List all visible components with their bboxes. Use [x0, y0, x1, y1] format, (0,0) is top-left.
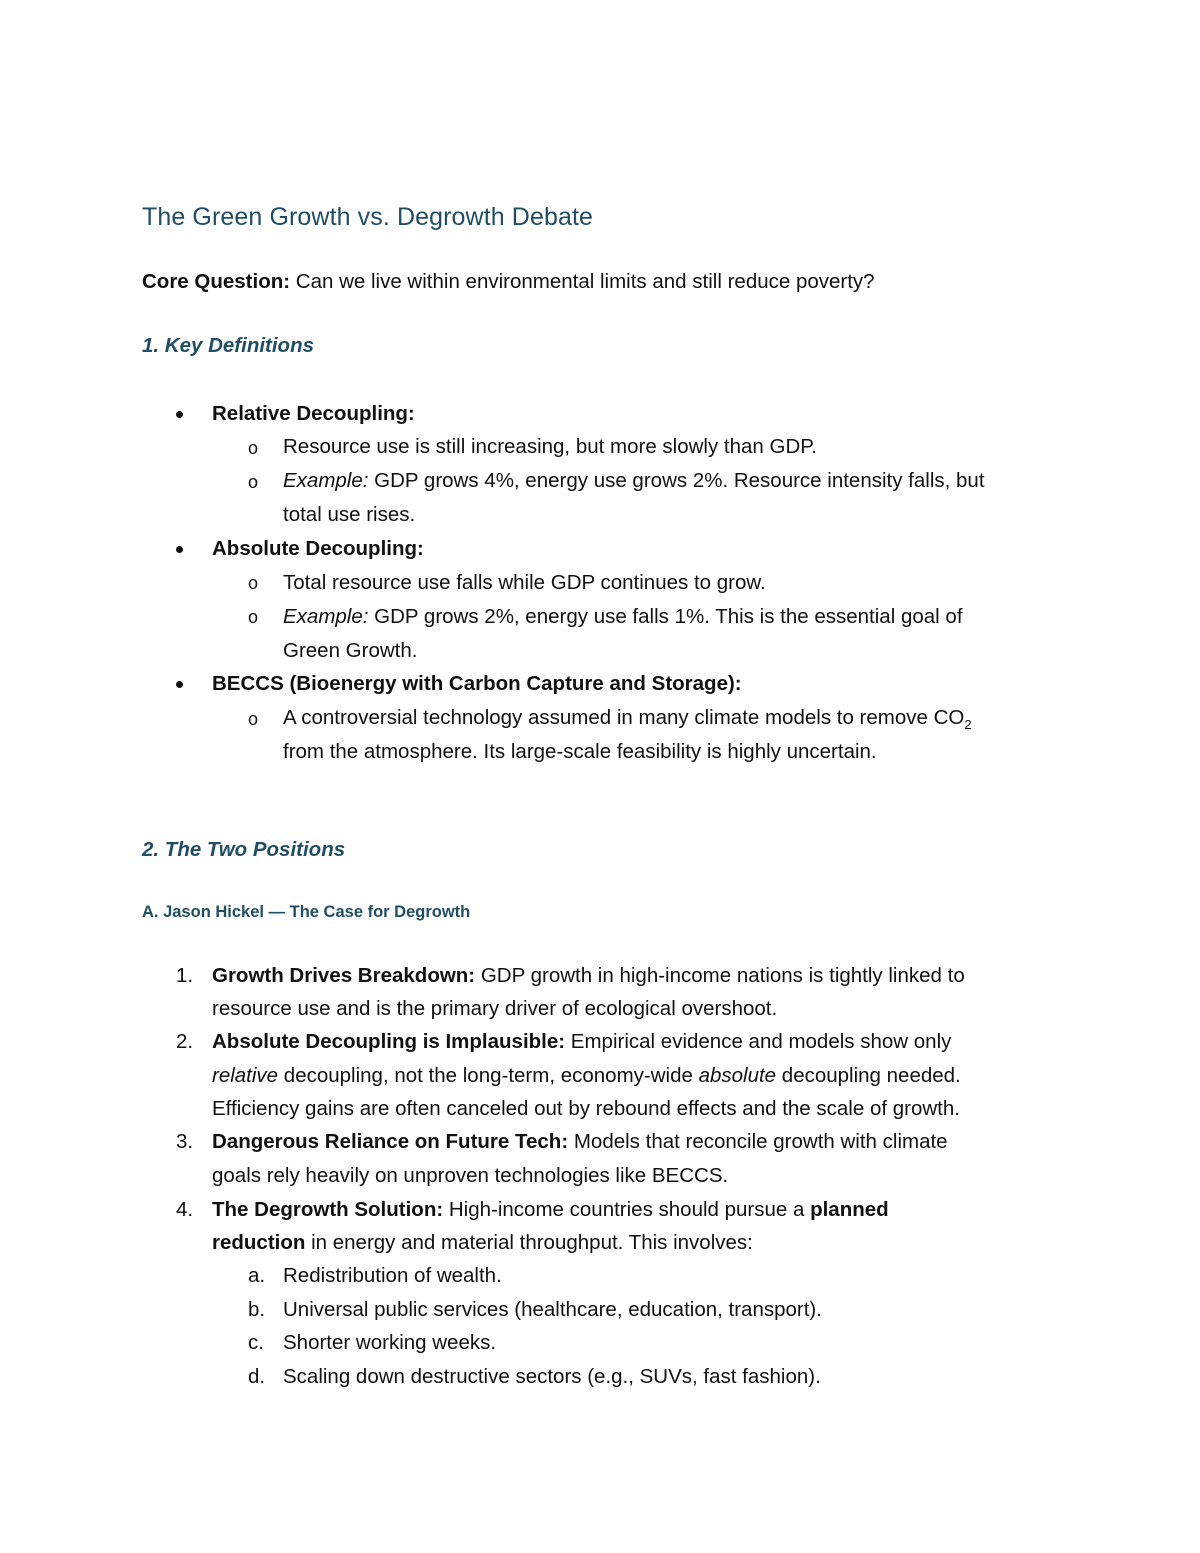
- definition-detail: A controversial technology assumed in many climate models to remove $CO_2$: [283, 706, 972, 732]
- definition-detail-cont: from the atmosphere. Its large-scale feasibility is highly uncertain.: [283, 740, 877, 763]
- definition-term: BECCS (Bioenergy with Carbon Capture and Storage):: [212, 672, 742, 695]
- sub-bullet-marker: o: [248, 472, 259, 492]
- definition-example-cont: total use rises.: [283, 503, 416, 526]
- argument-point-cont: relative decoupling, not the long-term, economy-wide absolute decoupling needed.: [212, 1064, 961, 1087]
- section-heading-key-definitions: 1. Key Definitions: [142, 334, 315, 357]
- definition-term: Absolute Decoupling:: [212, 537, 424, 560]
- sub-list-letter: a.: [248, 1264, 266, 1287]
- section-heading-two-positions: 2. The Two Positions: [142, 838, 346, 861]
- sub-list-item: Scaling down destructive sectors (e.g., SUVs, fast fashion).: [283, 1365, 821, 1388]
- bullet-dot: [176, 681, 183, 688]
- argument-point-cont: Efficiency gains are often canceled out by rebound effects and the scale of growth.: [212, 1097, 960, 1120]
- list-number: 2.: [176, 1030, 194, 1053]
- argument-point: Absolute Decoupling is Implausible: Empirical evidence and models show only: [212, 1030, 952, 1053]
- sub-list-item: Universal public services (healthcare, education, transport).: [283, 1298, 822, 1321]
- subsection-heading-hickel: A. Jason Hickel — The Case for Degrowth: [142, 903, 471, 921]
- core-question-label: Core Question:: [142, 270, 291, 293]
- argument-point: The Degrowth Solution: High-income countries should pursue a planned: [212, 1198, 889, 1221]
- list-number: 3.: [176, 1130, 194, 1153]
- argument-point: Growth Drives Breakdown: GDP growth in high-income nations is tightly linked to: [212, 964, 965, 987]
- document-title: The Green Growth vs. Degrowth Debate: [142, 203, 594, 231]
- core-question: [142, 270, 875, 294]
- sub-bullet-marker: o: [248, 709, 259, 729]
- sub-bullet-marker: o: [248, 438, 259, 458]
- sub-bullet-marker: o: [248, 607, 259, 627]
- definition-example-cont: Green Growth.: [283, 639, 418, 662]
- sub-list-letter: c.: [248, 1331, 264, 1354]
- definition-detail: Total resource use falls while GDP continues to grow.: [283, 571, 766, 594]
- bullet-dot: [176, 411, 183, 418]
- argument-point-cont: reduction in energy and material throughput. This involves:: [212, 1231, 753, 1254]
- definition-example: Example: GDP grows 2%, energy use falls 1%. This is the essential goal of: [283, 605, 963, 628]
- argument-point-cont: goals rely heavily on unproven technologies like BECCS.: [212, 1164, 729, 1187]
- list-number: 4.: [176, 1198, 194, 1221]
- sub-list-item: Redistribution of wealth.: [283, 1264, 502, 1287]
- sub-list-item: Shorter working weeks.: [283, 1331, 497, 1354]
- sub-list-letter: b.: [248, 1298, 266, 1321]
- core-question-text: Can we live within environmental limits and still reduce poverty?: [290, 270, 875, 293]
- sub-bullet-marker: o: [248, 573, 259, 593]
- definition-detail: Resource use is still increasing, but more slowly than GDP.: [283, 435, 817, 458]
- definition-example: Example: GDP grows 4%, energy use grows 2%. Resource intensity falls, but: [283, 469, 985, 492]
- bullet-dot: [176, 546, 183, 553]
- argument-point-cont: resource use and is the primary driver of ecological overshoot.: [212, 997, 778, 1020]
- list-number: 1.: [176, 964, 194, 987]
- definition-term: Relative Decoupling:: [212, 402, 415, 425]
- argument-point: Dangerous Reliance on Future Tech: Models that reconcile growth with climate: [212, 1130, 948, 1153]
- sub-list-letter: d.: [248, 1365, 266, 1388]
